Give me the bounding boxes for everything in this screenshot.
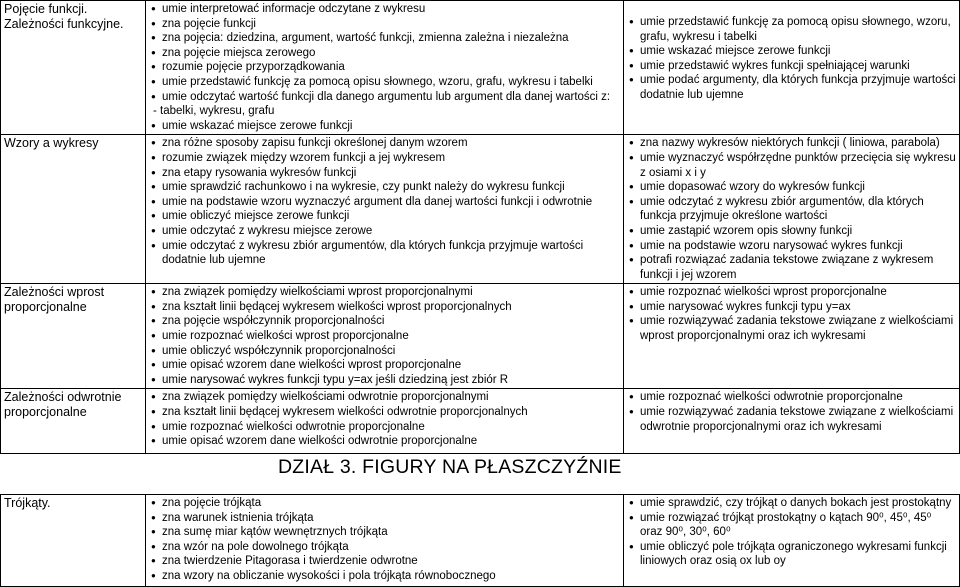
table-row [1, 284, 960, 389]
list-item: ● umie rozwiązywać zadania tekstowe związane z wielkościami wprost proporcjonalnymi oraz ich wykresami [627, 314, 956, 343]
topic-cell [1, 135, 146, 284]
list-item: ● umie wskazać miejsce zerowe funkcji [149, 119, 620, 134]
list-item: ● zna warunek istnienia trójkąta [149, 511, 620, 526]
list-item: ● zna kształt linii będącej wykresem wielkości odwrotnie proporcjonalnych [149, 405, 620, 420]
list-item: ● umie przedstawić funkcję za pomocą opisu słownego, wzoru, grafu, wykresu i tabelki [627, 15, 956, 44]
list-item: ● umie dopasować wzory do wykresów funkcji [627, 180, 956, 195]
list-item: ● umie rozpoznać wielkości odwrotnie proporcjonalne [627, 390, 956, 405]
requirements-table-section-3 [0, 494, 960, 587]
list-item: ● umie zastąpić wzorem opis słowny funkcji [627, 224, 956, 239]
list-item: ● umie opisać wzorem dane wielkości wprost proporcjonalne [149, 358, 620, 373]
list-item: ● umie przedstawić funkcję za pomocą opisu słownego, wzoru, grafu, wykresu i tabelki [149, 75, 620, 90]
list-item: ● umie podać argumenty, dla których funkcja przyjmuje wartości dodatnie lub ujemne [627, 73, 956, 102]
content-list [149, 390, 620, 448]
requirements-cell [624, 135, 960, 284]
topic-cell [1, 284, 146, 389]
content-cell [146, 284, 624, 389]
topic-label: proporcjonalne [4, 405, 87, 420]
list-item: ● umie odczytać z wykresu miejsce zerowe [149, 224, 620, 239]
topic-cell [1, 495, 146, 587]
topic-label: Trójkąty. [4, 496, 51, 510]
list-item: ● umie interpretować informacje odczytane z wykresu [149, 2, 620, 17]
topic-cell [1, 1, 146, 135]
list-item: ● zna pojęcie miejsca zerowego [149, 46, 620, 61]
list-item: ● umie opisać wzorem dane wielkości odwrotnie proporcjonalne [149, 434, 620, 449]
list-item: ● zna wzory na obliczanie wysokości i pola trójkąta równobocznego [149, 569, 620, 584]
table-row [1, 495, 960, 587]
requirements-cell [624, 1, 960, 135]
content-list [149, 2, 620, 133]
list-item: ● umie narysować wykres funkcji typu y=ax [627, 300, 956, 315]
requirements-cell [624, 495, 960, 587]
list-item: ● umie odczytać z wykresu zbiór argumentów, dla których funkcja przyjmuje wartości dodatnie lub ujemne [149, 239, 620, 268]
topic-label: proporcjonalne [4, 300, 87, 315]
list-item: - tabelki, wykresu, grafu [153, 105, 275, 118]
requirements-list [627, 136, 956, 282]
list-item: ● umie sprawdzić rachunkowo i na wykresie, czy punkt należy do wykresu funkcji [149, 180, 620, 195]
list-item: ● zna nazwy wykresów niektórych funkcji ( liniowa, parabola) [627, 136, 956, 151]
list-item: ● zna związek pomiędzy wielkościami wprost proporcjonalnymi [149, 285, 620, 300]
list-item: ● umie sprawdzić, czy trójkąt o danych bokach jest prostokątny [627, 496, 956, 511]
list-item: ● umie rozpoznać wielkości odwrotnie proporcjonalne [149, 420, 620, 435]
requirements-cell [624, 284, 960, 389]
list-item: ● zna etapy rysowania wykresów funkcji [149, 166, 620, 181]
list-item: ● zna pojęcia: dziedzina, argument, wartość funkcji, zmienna zależna i niezależna [149, 31, 620, 46]
table-row [1, 1, 960, 135]
list-item: ● umie wskazać miejsce zerowe funkcji [627, 44, 956, 59]
list-item: ● potrafi rozwiązać zadania tekstowe związane z wykresem funkcji i jej wzorem [627, 253, 956, 282]
content-list [149, 136, 620, 267]
list-item: ● umie obliczyć pole trójkąta ograniczonego wykresami funkcji liniowych oraz osią ox lub oy [627, 540, 956, 569]
list-item: ● umie wyznaczyć współrzędne punktów przecięcia się wykresu z osiami x i y [627, 151, 956, 180]
list-item: ● zna związek pomiędzy wielkościami odwrotnie proporcjonalnymi [149, 390, 620, 405]
list-item: ● zna pojęcie współczynnik proporcjonalności [149, 314, 620, 329]
requirements-list [627, 285, 956, 343]
topic-label: Wzory a wykresy [4, 136, 99, 151]
list-item: ● umie rozwiązać trójkąt prostokątny o kątach 90⁰, 45⁰, 45⁰ oraz 90⁰, 30⁰, 60⁰ [627, 511, 956, 540]
table-row [1, 135, 960, 284]
requirements-list [627, 496, 956, 569]
topic-label: Zależności wprost [4, 285, 105, 300]
list-item: ● zna wzór na pole dowolnego trójkąta [149, 540, 620, 555]
content-cell [146, 495, 624, 587]
list-item: ● zna pojęcie trójkąta [149, 496, 620, 511]
content-list [149, 496, 620, 584]
requirements-cell [624, 389, 960, 454]
list-item: ● umie odczytać z wykresu zbiór argumentów, dla których funkcja przyjmuje określone wartości [627, 195, 956, 224]
list-item: ● rozumie pojęcie przyporządkowania [149, 60, 620, 75]
list-item: ● umie na podstawie wzoru wyznaczyć argument dla danej wartości funkcji i odwrotnie [149, 195, 620, 210]
list-item: ● zna twierdzenie Pitagorasa i twierdzenie odwrotne [149, 554, 620, 569]
list-item: ● umie rozpoznać wielkości wprost proporcjonalne [627, 285, 956, 300]
requirements-list [627, 15, 956, 103]
list-item: ● umie przedstawić wykres funkcji spełniającej warunki [627, 59, 956, 74]
list-item: ● umie obliczyć miejsce zerowe funkcji [149, 209, 620, 224]
content-list [149, 285, 620, 387]
section-heading: DZIAŁ 3. FIGURY NA PŁASZCZYŹNIE [278, 456, 622, 478]
list-item: ● umie rozwiązywać zadania tekstowe związane z wielkościami odwrotnie proporcjonalnymi oraz ich wykresami [627, 405, 956, 434]
list-item: ● zna sumę miar kątów wewnętrznych trójkąta [149, 525, 620, 540]
topic-cell [1, 389, 146, 454]
requirements-list [627, 390, 956, 434]
list-item: ● zna różne sposoby zapisu funkcji określonej danym wzorem [149, 136, 620, 151]
list-item: ● zna pojęcie funkcji [149, 17, 620, 32]
content-cell [146, 389, 624, 454]
content-cell [146, 1, 624, 135]
list-item: ● rozumie związek między wzorem funkcji a jej wykresem [149, 151, 620, 166]
list-item: ● zna kształt linii będącej wykresem wielkości wprost proporcjonalnych [149, 300, 620, 315]
topic-label: Pojęcie funkcji. [4, 2, 88, 16]
list-item: ● umie na podstawie wzoru narysować wykres funkcji [627, 239, 956, 254]
content-cell [146, 135, 624, 284]
topic-label: Zależności funkcyjne. [4, 17, 124, 31]
list-item: ● umie narysować wykres funkcji typu y=ax jeśli dziedziną jest zbiór R [149, 373, 620, 388]
table-row [1, 389, 960, 454]
list-item: ● umie odczytać wartość funkcji dla danego argumentu lub argument dla danej wartości z: [149, 90, 620, 105]
list-item: ● umie rozpoznać wielkości wprost proporcjonalne [149, 329, 620, 344]
topic-label: Zależności odwrotnie [4, 390, 122, 405]
list-item: ● umie obliczyć współczynnik proporcjonalności [149, 344, 620, 359]
